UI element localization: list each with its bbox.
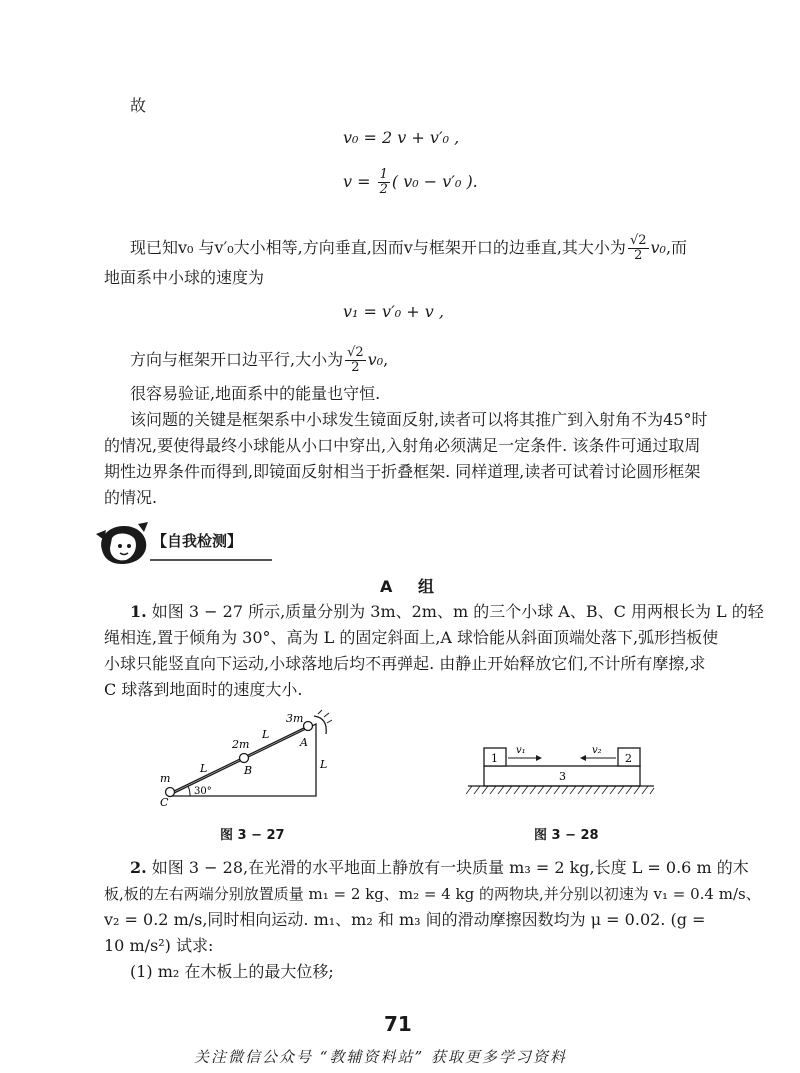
para1-text-b: ,而 — [665, 238, 688, 257]
equation-3: v₁ = v′₀ + v , — [343, 302, 444, 321]
label-L-lower: L — [200, 762, 208, 775]
frac2-num: √2 — [347, 345, 364, 360]
equation-1: v₀ = 2 v + v′₀ , — [343, 128, 460, 147]
paragraph-4-line-3: 期性边界条件而得到,即镜面反射相当于折叠框架. 同样道理,读者可试着讨论圆形框架 — [104, 462, 701, 481]
equation-2 — [343, 168, 478, 197]
figure-3-27 — [150, 708, 350, 812]
paragraph-4-line-1: 该问题的关键是框架系中小球发生镜面反射,读者可以将其推广到入射角不为45°时 — [130, 410, 708, 429]
problem-2-number: 2. — [130, 858, 147, 877]
problem-2-line-1 — [130, 858, 749, 878]
arrow-v1-head — [536, 755, 542, 761]
angle-arc — [188, 786, 190, 796]
label-L-height: L — [320, 758, 328, 771]
paragraph-1-line-1 — [130, 234, 687, 263]
problem-2-question-1: (1) m₂ 在木板上的最大位移; — [130, 962, 334, 981]
frac2-den: 2 — [351, 360, 360, 375]
label-v2: v₂ — [592, 745, 602, 756]
section-title: 【自我检测】 — [152, 532, 243, 550]
paragraph-4-line-2: 的情况,要使得最终小球能从小口中穿出,入射角必须满足一定条件. 该条件可通过取周 — [104, 436, 701, 455]
label-B: B — [244, 764, 253, 777]
label-block-2: 2 — [625, 752, 632, 765]
sqrt2-over-2-fraction-2 — [345, 346, 366, 375]
eq2-num: 1 — [379, 167, 388, 182]
problem-2-line-4: 10 m/s²) 试求: — [104, 936, 214, 955]
para2-text-a: 方向与框架开口边平行,大小为 — [130, 350, 344, 369]
frac-num: √2 — [629, 233, 647, 248]
ground-hatching — [466, 786, 654, 794]
figure-3-28 — [466, 740, 656, 802]
problem-1-line-4: C 球落到地面时的速度大小. — [104, 680, 303, 699]
sqrt2-over-2-fraction — [628, 234, 649, 263]
para2-text-b: , — [383, 350, 389, 369]
problem-2-line-3: v₂ = 0.2 m/s,同时相向运动. m₁、m₂ 和 m₃ 间的滑动摩擦因数均为 μ = 0.02. (g = — [104, 910, 706, 929]
frac-den: 2 — [634, 248, 643, 263]
label-3m: 3m — [286, 712, 304, 725]
problem-1-number: 1. — [130, 602, 147, 621]
ball-b — [240, 754, 249, 763]
label-2m: 2m — [232, 738, 250, 751]
footer-watermark: 关注微信公众号 “教辅资料站” 获取更多学习资料 — [194, 1048, 567, 1066]
v0-symbol-2: v₀ — [367, 350, 384, 369]
v0-symbol: v₀ — [650, 238, 666, 257]
problem-1-line-1 — [130, 602, 764, 622]
eq2-left: v = — [343, 172, 376, 191]
group-title: A 组 — [380, 577, 444, 596]
label-m: m — [160, 772, 171, 785]
problem-1-line-2: 绳相连,置于倾角为 30°、高为 L 的固定斜面上,A 球恰能从斜面顶端处落下,弧形挡板使 — [104, 628, 719, 647]
label-v1: v₁ — [516, 745, 526, 756]
problem-2-text-1: 如图 3 − 28,在光滑的水平地面上静放有一块质量 m₃ = 2 kg,长度 L = 0.6 m 的木 — [151, 858, 749, 877]
label-block-1: 1 — [491, 752, 498, 765]
figure-3-28-caption: 图 3 − 28 — [534, 828, 599, 843]
para1-text-a: 现已知v₀ 与v′₀大小相等,方向垂直,因而v与框架开口的边垂直,其大小为 — [130, 238, 626, 257]
paragraph-3: 很容易验证,地面系中的能量也守恒. — [130, 384, 381, 403]
ball-a — [304, 722, 313, 731]
page-number: 71 — [384, 1012, 412, 1036]
label-L-upper: L — [262, 728, 270, 741]
paragraph-4-line-4: 的情况. — [104, 488, 158, 507]
figure-3-27-caption: 图 3 − 27 — [220, 828, 285, 843]
cartoon-head-icon — [96, 522, 148, 564]
arrow-v2-head — [580, 755, 586, 761]
paragraph-1-line-2: 地面系中小球的速度为 — [104, 268, 265, 287]
label-C: C — [160, 796, 169, 809]
eq2-den: 2 — [379, 182, 388, 197]
label-board-3: 3 — [559, 770, 566, 783]
eq2-fraction — [378, 168, 390, 197]
rope-line — [168, 726, 308, 794]
label-30deg: 30° — [194, 786, 212, 797]
text-gu: 故 — [130, 96, 147, 115]
paragraph-2 — [130, 346, 388, 375]
label-A: A — [300, 736, 308, 749]
problem-2-line-2: 板,板的左右两端分别放置质量 m₁ = 2 kg、m₂ = 4 kg 的两物块,并分别以初速为 v₁ = 0.4 m/s、 — [104, 885, 761, 903]
problem-1-line-3: 小球只能竖直向下运动,小球落地后均不再弹起. 由静止开始释放它们,不计所有摩擦,求 — [104, 654, 706, 673]
problem-1-text-1: 如图 3 − 27 所示,质量分别为 3m、2m、m 的三个小球 A、B、C 用两根长为 L 的轻 — [151, 602, 764, 621]
eq2-right: ( v₀ − v′₀ ). — [391, 172, 478, 191]
